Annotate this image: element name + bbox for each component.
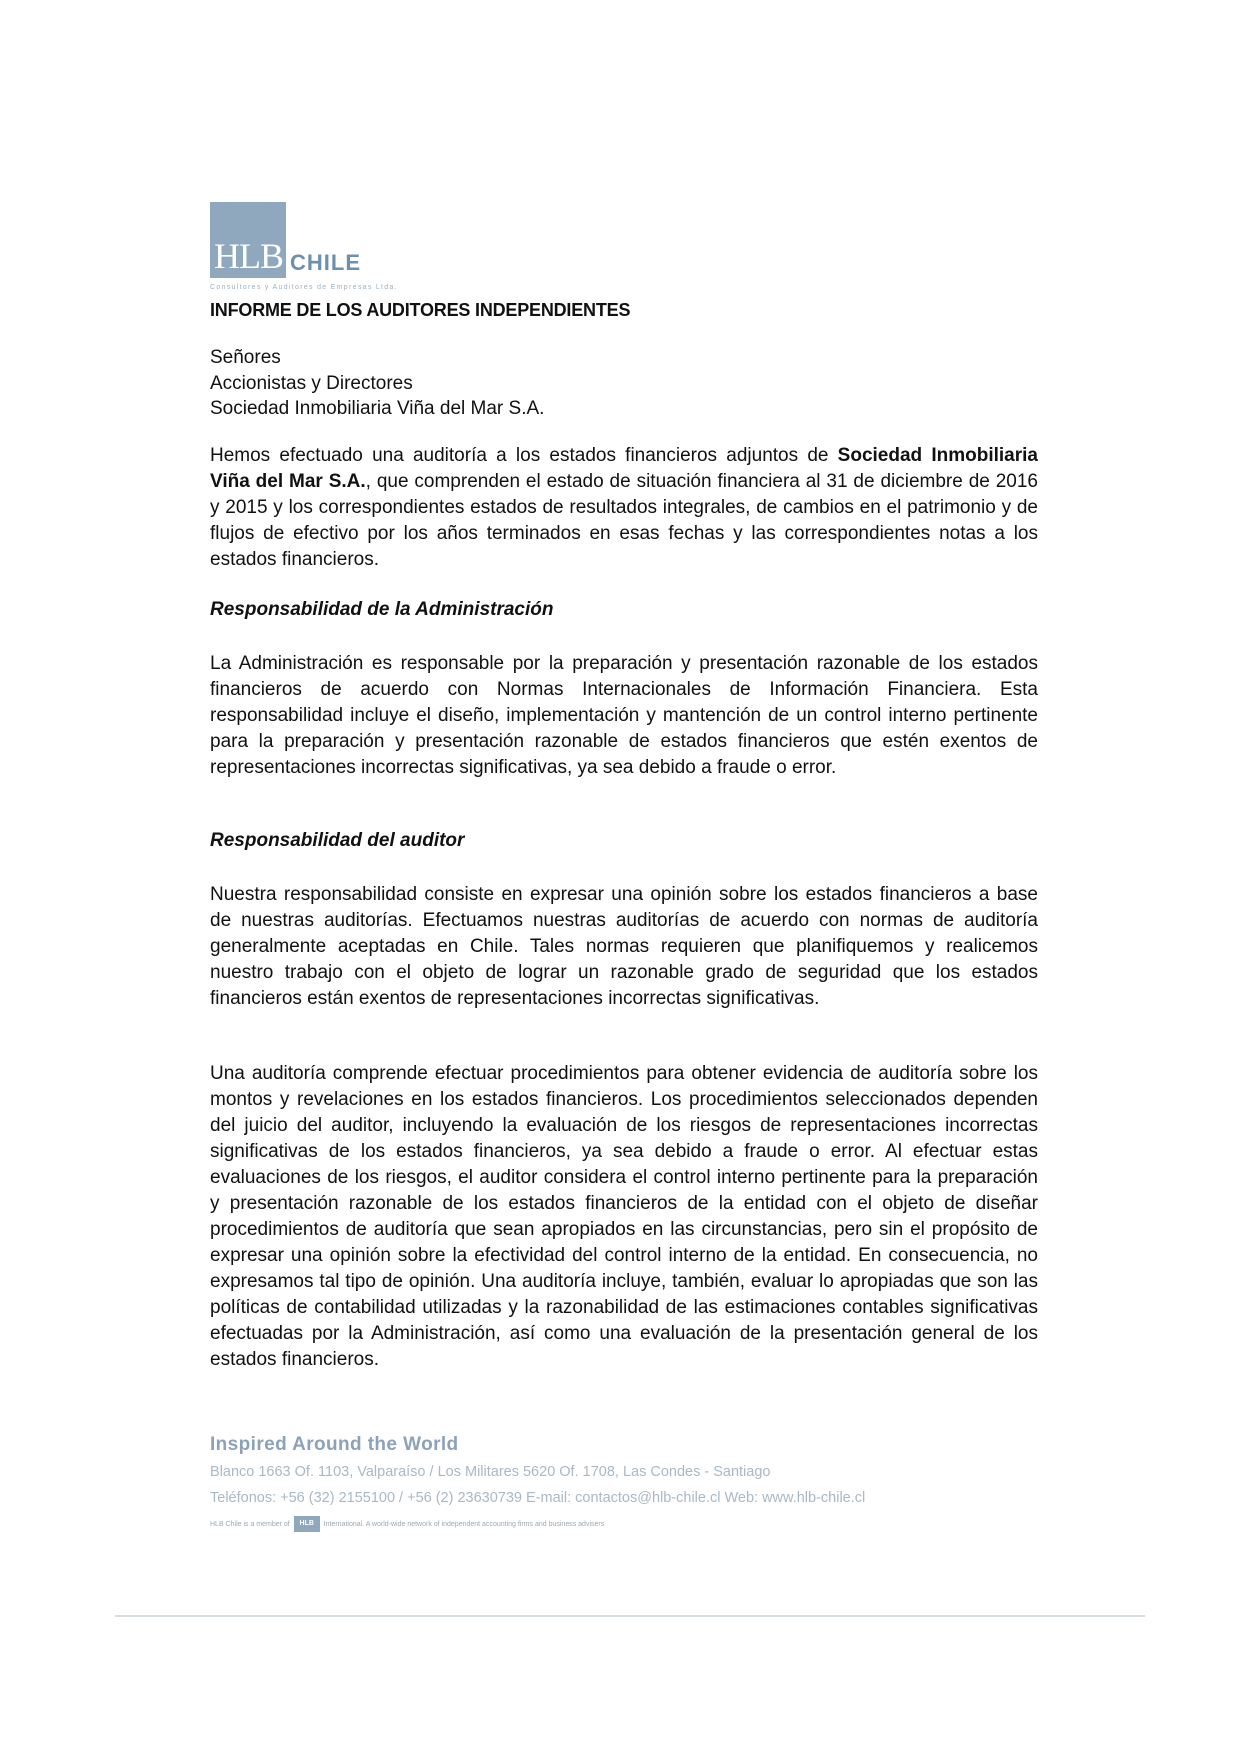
footer-slogan: Inspired Around the World	[210, 1434, 459, 1455]
logo-country: CHILE	[290, 250, 361, 275]
footer-address: Blanco 1663 Of. 1103, Valparaíso / Los Militares 5620 Of. 1708, Las Condes - Santiago	[210, 1464, 771, 1480]
auditor-paragraph-1: Nuestra responsabilidad consiste en expresar una opinión sobre los estados financieros a base de nuestras auditorías. Efectuamos nuestras auditorías de acuerdo con normas de auditoría generalmente aceptadas en Chile. Tales normas requieren que planifiquemos y realicemos nuestro trabajo con el objeto de lograr un razonable grado de seguridad que los estados financieros están exentos de representaciones incorrectas significativas.	[210, 884, 1038, 1009]
hlb-international-logo	[294, 1516, 320, 1532]
hlb-chile-logo	[210, 202, 490, 294]
footer-member-note	[210, 1515, 604, 1535]
member-text-before: HLB Chile is a member of	[210, 1521, 290, 1528]
administration-paragraph: La Administración es responsable por la preparación y presentación razonable de los estados financieros de acuerdo con Normas Internacionales de Información Financiera. Esta responsabilidad incluye el diseño, implementación y mantención de un control interno pertinente para la preparación y presentación razonable de estados financieros que estén exentos de representaciones incorrectas significativas, ya sea debido a fraude o error.	[210, 653, 1038, 778]
report-title: INFORME DE LOS AUDITORES INDEPENDIENTES	[210, 300, 631, 320]
logo-tagline: Consultores y Auditores de Empresas Ltda.	[210, 284, 398, 291]
section-heading-auditor: Responsabilidad del auditor	[210, 830, 465, 851]
addressee-line-2: Accionistas y Directores	[210, 373, 413, 394]
intro-text-before: Hemos efectuado una auditoría a los estados financieros adjuntos de	[210, 445, 838, 466]
mini-logo-text: HLB	[299, 1520, 314, 1528]
logo-brand: HLB	[214, 236, 283, 276]
footer-contact: Teléfonos: +56 (32) 2155100 / +56 (2) 23630739 E-mail: contactos@hlb-chile.cl Web: www.hlb-chile.cl	[210, 1490, 866, 1506]
section-heading-administration: Responsabilidad de la Administración	[210, 599, 554, 620]
intro-company-name: Sociedad Inmobiliaria Viña del Mar S.A.	[210, 445, 1038, 492]
addressee-line-3: Sociedad Inmobiliaria Viña del Mar S.A.	[210, 398, 545, 419]
member-text-after: International. A world-wide network of independent accounting firms and business advisers	[323, 1521, 605, 1528]
page-bottom-divider	[115, 1615, 1145, 1617]
auditor-paragraph-2: Una auditoría comprende efectuar procedimientos para obtener evidencia de auditoría sobre los montos y revelaciones en los estados financieros. Los procedimientos seleccionados dependen del juicio del auditor, incluyendo la evaluación de los riesgos de representaciones incorrectas significativas de los estados financieros, ya sea debido a fraude o error. Al efectuar estas evaluaciones de los riesgos, el auditor considera el control interno pertinente para la preparación y presentación razonable de los estados financieros de la entidad con el objeto de diseñar procedimientos de auditoría que sean apropiados en las circunstancias, pero sin el propósito de expresar una opinión sobre la efectividad del control interno de la entidad. En consecuencia, no expresamos tal tipo de opinión. Una auditoría incluye, también, evaluar lo apropiadas que son las políticas de contabilidad utilizadas y la razonabilidad de las estimaciones contables significativas efectuadas por la Administración, así como una evaluación de la presentación general de los estados financieros.	[210, 1063, 1038, 1370]
intro-text-after: , que comprenden el estado de situación financiera al 31 de diciembre de 2016 y 2015 y los correspondientes estados de resultados integrales, de cambios en el patrimonio y de flujos de efectivo por los años terminados en esas fechas y las correspondientes notas a los estados financieros.	[210, 471, 1039, 570]
addressee-line-1: Señores	[210, 347, 281, 368]
intro-paragraph	[210, 443, 1038, 573]
